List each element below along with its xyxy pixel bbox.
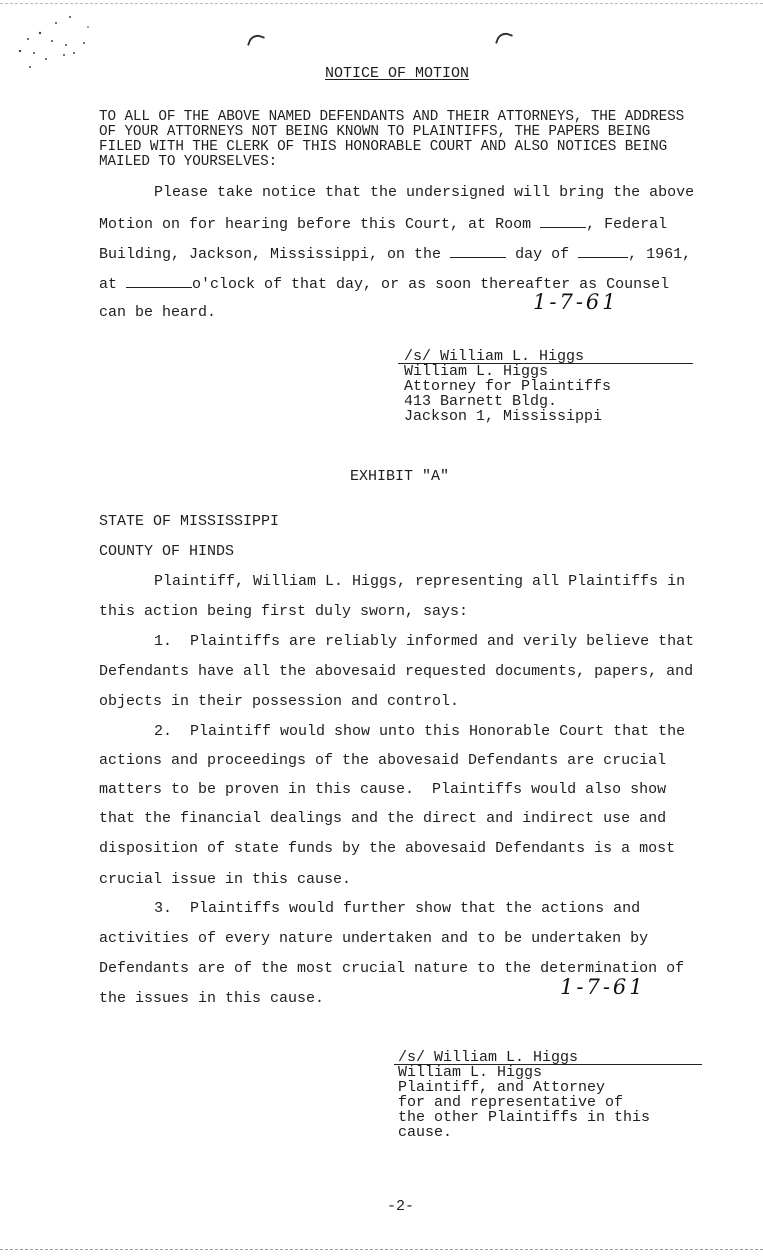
notice-line-3 — [99, 245, 691, 262]
top-edge-mark — [0, 3, 763, 4]
affidavit-line: Defendants are of the most crucial nature to the determination of — [99, 960, 685, 977]
signature-line: /s/ William L. Higgs — [398, 1049, 579, 1066]
notice-text: Motion on for hearing before this Court, at Room — [99, 216, 532, 233]
affidavit-line: that the financial dealings and the direct and indirect use and — [99, 810, 667, 827]
signer-title: Plaintiff, and Attorney — [398, 1079, 606, 1096]
punch-mark-right — [495, 30, 513, 48]
signer-title: for and representative of — [398, 1094, 624, 1111]
affidavit-line: Defendants have all the abovesaid requested documents, papers, and — [99, 663, 694, 680]
speckle-marks — [18, 15, 98, 75]
affidavit-line: matters to be proven in this cause. Plaintiffs would also show — [99, 781, 667, 798]
notice-text: Please take notice that the undersigned will bring the above — [154, 184, 695, 201]
signer-title: cause. — [398, 1124, 453, 1141]
notice-title: NOTICE OF MOTION — [325, 65, 470, 82]
notice-text: o'clock of that day, or as soon thereafter as Counsel — [192, 276, 670, 293]
handwritten-date: 1-7-61 — [533, 290, 619, 314]
affidavit-line: actions and proceedings of the abovesaid Defendants are crucial — [99, 752, 667, 769]
handwritten-date: 1-7-61 — [560, 975, 646, 999]
address-line: FILED WITH THE CLERK OF THIS HONORABLE COURT AND ALSO NOTICES BEING — [99, 139, 668, 155]
time-blank — [126, 275, 192, 288]
exhibit-title: EXHIBIT "A" — [350, 468, 450, 485]
signer-name: William L. Higgs — [398, 1064, 543, 1081]
month-blank — [578, 245, 628, 258]
notice-line-2 — [99, 215, 667, 232]
affidavit-line: 2. Plaintiff would show unto this Honorable Court that the — [154, 723, 686, 740]
room-blank — [540, 215, 586, 228]
notice-text: , 1961, — [628, 246, 692, 263]
state-line: STATE OF MISSISSIPPI — [99, 513, 280, 530]
notice-text: Building, Jackson, Mississippi, on the — [99, 246, 442, 263]
signature-line: /s/ William L. Higgs — [404, 348, 585, 365]
notice-text: day of — [515, 246, 570, 263]
notice-text: , Federal — [586, 216, 668, 233]
notice-line-5: can be heard. — [99, 304, 217, 321]
signer-title: Attorney for Plaintiffs — [404, 378, 612, 395]
affidavit-line: the issues in this cause. — [99, 990, 325, 1007]
affidavit-line: 1. Plaintiffs are reliably informed and verily believe that — [154, 633, 695, 650]
bottom-edge-mark — [0, 1249, 763, 1250]
notice-text: at — [99, 276, 118, 293]
signer-address: Jackson 1, Mississippi — [404, 408, 603, 425]
affidavit-line: objects in their possession and control. — [99, 693, 460, 710]
affidavit-line: crucial issue in this cause. — [99, 871, 352, 888]
page-number: -2- — [387, 1198, 415, 1215]
affidavit-line: Plaintiff, William L. Higgs, representing all Plaintiffs in — [154, 573, 686, 590]
signer-name: William L. Higgs — [404, 363, 549, 380]
county-line: COUNTY OF HINDS — [99, 543, 235, 560]
affidavit-line: this action being first duly sworn, says: — [99, 603, 469, 620]
day-blank — [450, 245, 506, 258]
punch-mark-left — [247, 32, 265, 50]
notice-line-1 — [154, 185, 694, 200]
signer-title: the other Plaintiffs in this — [398, 1109, 651, 1126]
address-line: OF YOUR ATTORNEYS NOT BEING KNOWN TO PLAINTIFFS, THE PAPERS BEING — [99, 124, 651, 140]
affidavit-line: activities of every nature undertaken and to be undertaken by — [99, 930, 649, 947]
address-line: TO ALL OF THE ABOVE NAMED DEFENDANTS AND THEIR ATTORNEYS, THE ADDRESS — [99, 109, 685, 125]
signer-address: 413 Barnett Bldg. — [404, 393, 558, 410]
affidavit-line: disposition of state funds by the abovesaid Defendants is a most — [99, 840, 676, 857]
address-line: MAILED TO YOURSELVES: — [99, 154, 278, 170]
affidavit-line: 3. Plaintiffs would further show that the actions and — [154, 900, 641, 917]
